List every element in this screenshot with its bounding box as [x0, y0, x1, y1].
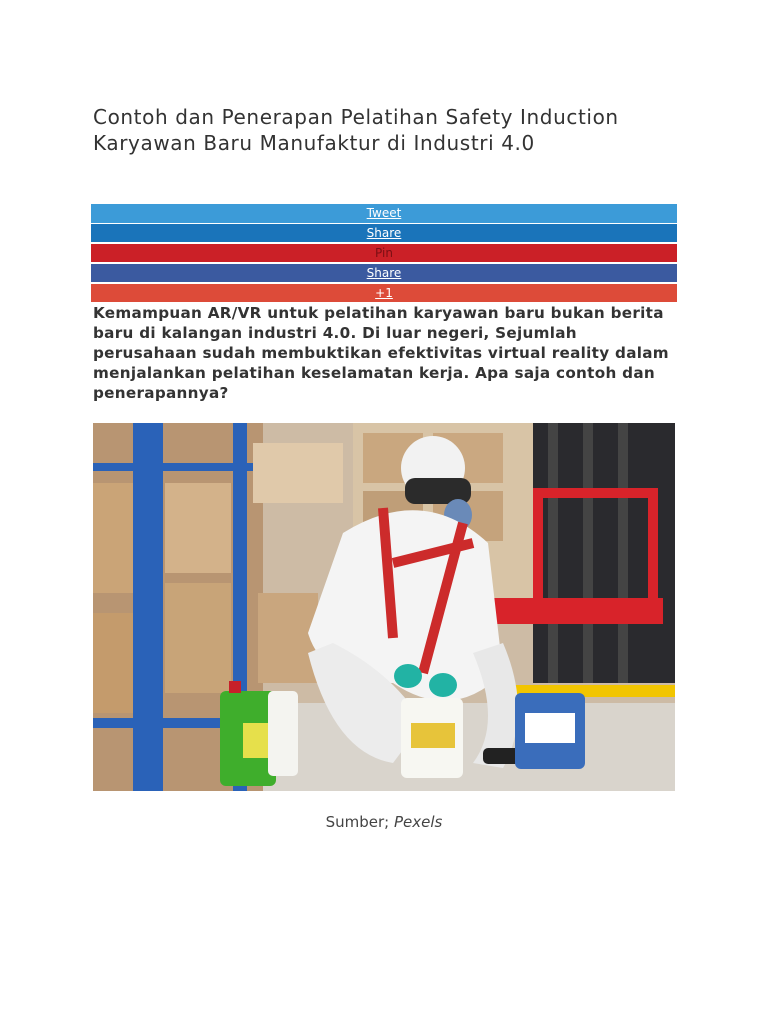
pin-button[interactable]: Pin [91, 244, 677, 263]
photo-caption [0, 813, 768, 831]
article-intro: Kemampuan AR/VR untuk pelatihan karyawan baru bukan berita baru di kalangan industri 4.0. Di luar negeri, Sejumlah perusahaan sudah membuktikan efektivitas virtual reality dalam menjalankan pelatihan keselamatan kerja. Apa saja contoh dan penerapannya? [93, 304, 669, 402]
plus-one-button[interactable]: +1 [91, 284, 677, 303]
article-photo [93, 423, 675, 791]
caption-source: Pexels [394, 813, 443, 831]
worker-in-protective-suit-image [93, 423, 675, 791]
share-button-secondary[interactable]: Share [91, 264, 677, 283]
share-buttons [91, 204, 677, 303]
caption-prefix: Sumber; [325, 813, 394, 831]
tweet-button[interactable]: Tweet [91, 204, 677, 223]
article-title: Contoh dan Penerapan Pelatihan Safety Induction Karyawan Baru Manufaktur di Industri 4.0 [93, 105, 619, 155]
share-button-primary[interactable]: Share [91, 224, 677, 243]
